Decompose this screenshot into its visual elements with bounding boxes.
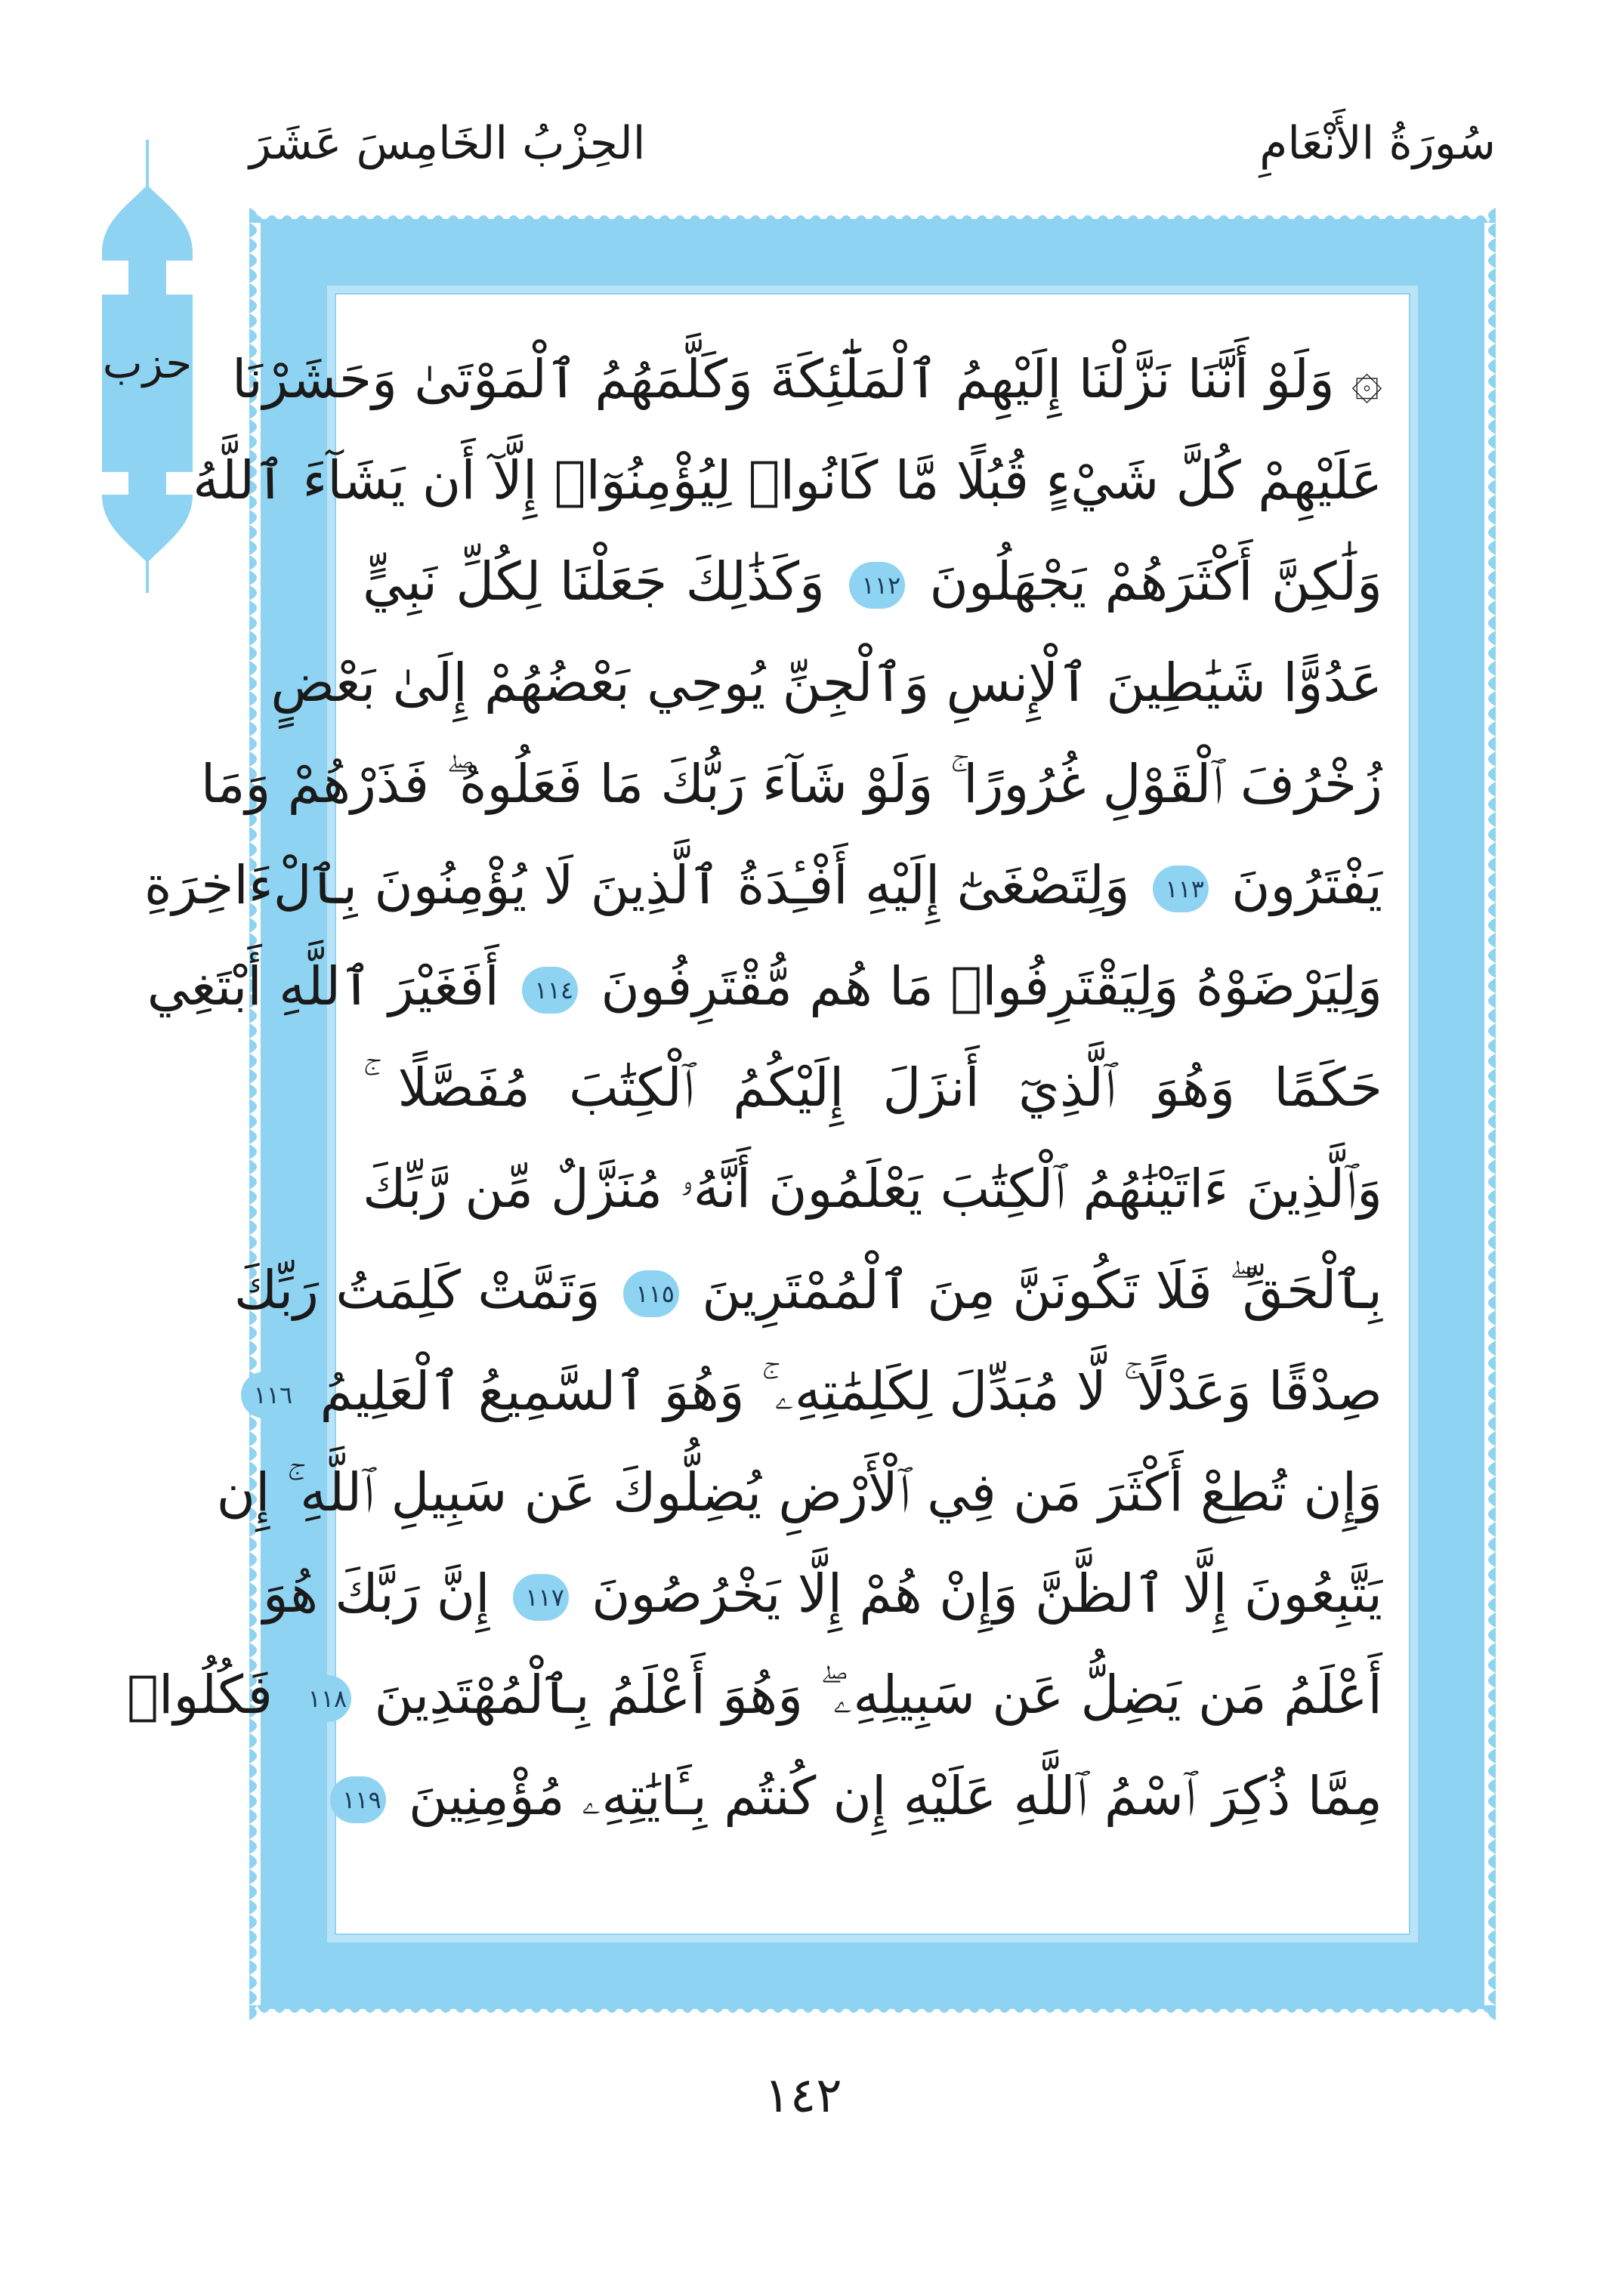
ayah-number-marker: ١١٤ — [522, 967, 578, 1014]
verse-text: عَلَيْهِمْ كُلَّ شَيْءٍ قُبُلًا مَّا كَانُوا۟ لِيُؤْمِنُوٓا۟ إِلَّآ أَن يَشَآءَ ٱللَّهُ — [193, 449, 1382, 511]
ayah-number-marker: ١١٢ — [849, 562, 905, 609]
verse-text: وَلِتَصْغَىٰٓ إِلَيْهِ أَفْـِٔدَةُ ٱلَّذِينَ لَا يُؤْمِنُونَ بِٱلْءَاخِرَةِ — [144, 854, 1130, 916]
verse-text: ۞ وَلَوْ أَنَّنَا نَزَّلْنَا إِلَيْهِمُ ٱلْمَلَٰٓئِكَةَ وَكَلَّمَهُمُ ٱلْمَوْتَىٰ وَحَشَرْنَا — [231, 348, 1382, 410]
verse-text: إِنَّ رَبَّكَ هُوَ — [262, 1563, 490, 1625]
verse-text: يَتَّبِعُونَ إِلَّا ٱلظَّنَّ وَإِنْ هُمْ إِلَّا يَخْرُصُونَ — [591, 1563, 1382, 1625]
verse-line — [270, 632, 1382, 733]
verse-line — [193, 430, 1382, 531]
verse-line — [262, 1543, 1382, 1644]
verse-text: حَكَمًا وَهُوَ ٱلَّذِيٓ أَنزَلَ إِلَيْكُمُ ٱلْكِتَٰبَ مُفَصَّلًا ۚ — [363, 1057, 1382, 1119]
ayah-number-marker: ١١٨ — [295, 1675, 351, 1722]
verse-line — [342, 1745, 1382, 1847]
verse-text: وَٱلَّذِينَ ءَاتَيْنَٰهُمُ ٱلْكِتَٰبَ يَعْلَمُونَ أَنَّهُۥ مُنَزَّلٌ مِّن رَّبِّكَ — [363, 1158, 1382, 1220]
ayah-number-marker: ١١٩ — [330, 1776, 386, 1823]
verse-text: يَفْتَرُونَ — [1231, 854, 1382, 916]
verse-line — [147, 936, 1382, 1037]
verse-text: فَكُلُوا۟ — [127, 1664, 273, 1726]
verse-line — [127, 1644, 1382, 1745]
verse-line — [363, 1037, 1382, 1138]
ayah-number-marker: ١١٥ — [623, 1270, 679, 1317]
page-header — [249, 113, 1496, 174]
verse-line — [216, 1442, 1382, 1543]
verse-text: مِمَّا ذُكِرَ ٱسْمُ ٱللَّهِ عَلَيْهِ إِن كُنتُم بِـَٔايَٰتِهِۦ مُؤْمِنِينَ — [408, 1765, 1382, 1827]
verse-text: صِدْقًا وَعَدْلًا ۚ لَّا مُبَدِّلَ لِكَلِمَٰتِهِۦ ۚ وَهُوَ ٱلسَّمِيعُ ٱلْعَلِيمُ — [320, 1360, 1382, 1422]
surah-title: سُورَةُ الأَنْعَامِ — [1259, 117, 1496, 170]
verse-line — [253, 1341, 1382, 1442]
hizb-label: حزب — [102, 339, 193, 388]
verse-text: أَفَغَيْرَ ٱللَّهِ أَبْتَغِي — [147, 955, 499, 1017]
verse-text: وَتَمَّتْ كَلِمَتُ رَبِّكَ — [233, 1259, 601, 1321]
verse-text: وَلَٰكِنَّ أَكْثَرَهُمْ يَجْهَلُونَ — [929, 551, 1382, 613]
ayah-number-marker: ١١٣ — [1153, 866, 1209, 912]
hizb-title: الحِزْبُ الخَامِسَ عَشَرَ — [249, 117, 646, 170]
verse-text: وَكَذَٰلِكَ جَعَلْنَا لِكُلِّ نَبِيٍّ — [363, 551, 825, 613]
verse-line — [231, 329, 1382, 430]
verse-line — [363, 1138, 1382, 1239]
ayah-number-marker: ١١٦ — [241, 1372, 297, 1418]
verse-line — [363, 531, 1382, 632]
hizb-side-marker — [87, 140, 208, 593]
verse-text: بِٱلْحَقِّ ۖ فَلَا تَكُونَنَّ مِنَ ٱلْمُمْتَرِينَ — [702, 1259, 1382, 1321]
verse-text: عَدُوًّا شَيَٰطِينَ ٱلْإِنسِ وَٱلْجِنِّ يُوحِي بَعْضُهُمْ إِلَىٰ بَعْضٍ — [270, 652, 1382, 714]
verse-text: أَعْلَمُ مَن يَضِلُّ عَن سَبِيلِهِۦ ۖ وَهُوَ أَعْلَمُ بِٱلْمُهْتَدِينَ — [374, 1664, 1382, 1726]
ayah-number-marker: ١١٧ — [513, 1574, 569, 1621]
verse-text: زُخْرُفَ ٱلْقَوْلِ غُرُورًا ۚ وَلَوْ شَآءَ رَبُّكَ مَا فَعَلُوهُ ۖ فَذَرْهُمْ وَمَا — [200, 753, 1382, 815]
verse-text: وَلِيَرْضَوْهُ وَلِيَقْتَرِفُوا۟ مَا هُم مُّقْتَرِفُونَ — [601, 955, 1382, 1017]
verse-text: وَإِن تُطِعْ أَكْثَرَ مَن فِي ٱلْأَرْضِ يُضِلُّوكَ عَن سَبِيلِ ٱللَّهِ ۚ إِن — [216, 1461, 1382, 1523]
page-number: ١٤٢ — [764, 2068, 842, 2124]
verse-line — [200, 733, 1382, 835]
verse-line — [233, 1239, 1382, 1341]
verse-line — [144, 835, 1382, 936]
